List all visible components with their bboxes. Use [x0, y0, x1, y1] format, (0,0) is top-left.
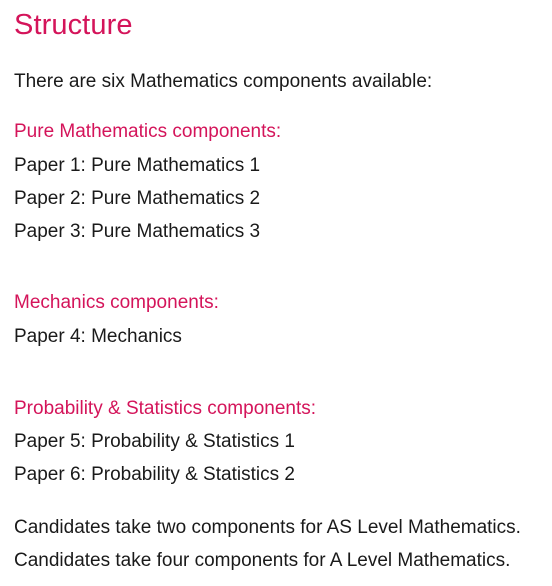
section-heading: Probability & Statistics components: [14, 398, 317, 419]
intro-text: There are six Mathematics components available: [14, 71, 433, 92]
note-as-level: Candidates take two components for AS Level Mathematics. [14, 517, 521, 538]
section-heading: Mechanics components: [14, 292, 219, 313]
paper-item: Paper 3: Pure Mathematics 3 [14, 221, 261, 242]
paper-item: Paper 1: Pure Mathematics 1 [14, 155, 261, 176]
section-heading: Pure Mathematics components: [14, 121, 282, 142]
paper-item: Paper 5: Probability & Statistics 1 [14, 431, 295, 452]
paper-item: Paper 2: Pure Mathematics 2 [14, 188, 261, 209]
page-title: Structure [14, 9, 133, 41]
paper-item: Paper 6: Probability & Statistics 2 [14, 464, 295, 485]
note-a-level: Candidates take four components for A Level Mathematics. [14, 550, 511, 571]
paper-item: Paper 4: Mechanics [14, 326, 182, 347]
